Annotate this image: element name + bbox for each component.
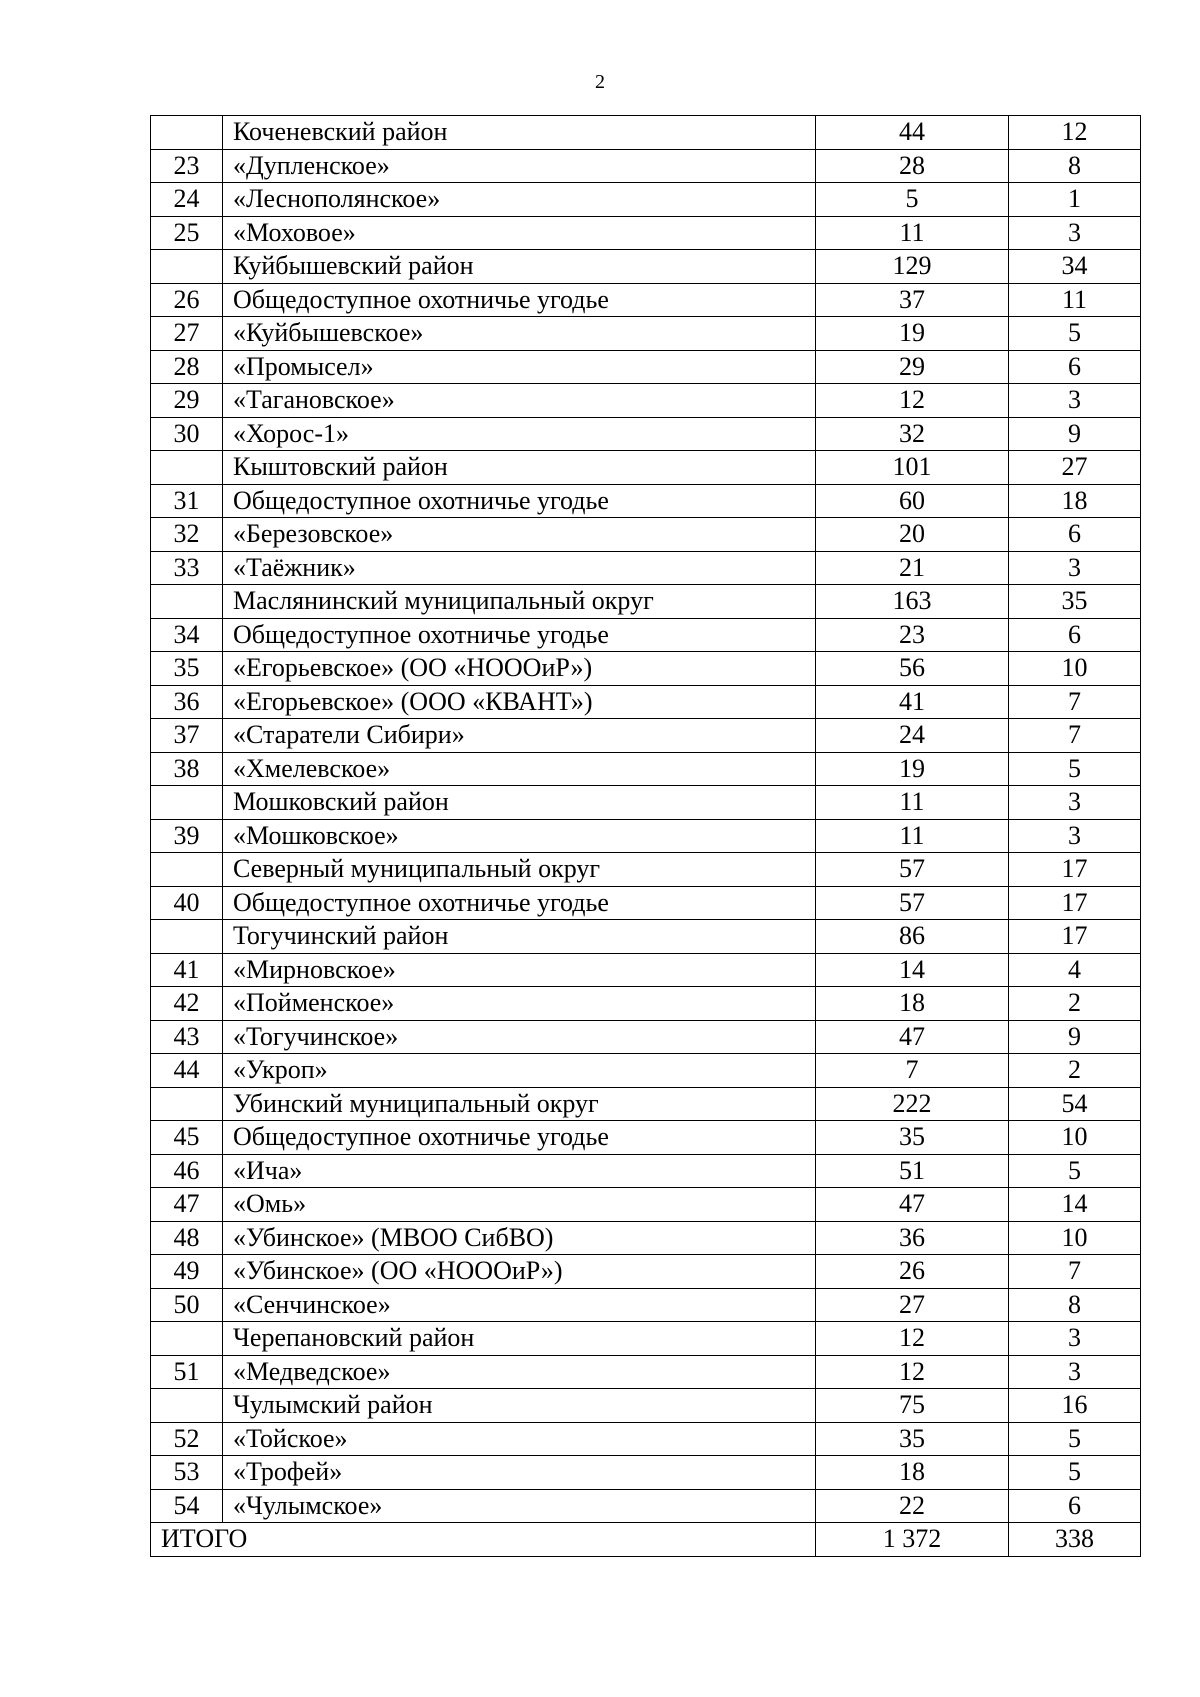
row-value-1: 47 (816, 1020, 1009, 1054)
row-value-2: 17 (1009, 853, 1141, 887)
row-name: Черепановский район (223, 1322, 816, 1356)
row-value-2: 9 (1009, 1020, 1141, 1054)
row-value-1: 47 (816, 1188, 1009, 1222)
row-value-1: 27 (816, 1288, 1009, 1322)
row-number: 47 (151, 1188, 223, 1222)
row-value-2: 3 (1009, 1355, 1141, 1389)
table-row (151, 350, 1141, 384)
row-value-1: 35 (816, 1121, 1009, 1155)
row-name: «Моховое» (223, 216, 816, 250)
table-row (151, 1288, 1141, 1322)
table-row (151, 1221, 1141, 1255)
row-value-1: 60 (816, 484, 1009, 518)
row-name: «Пойменское» (223, 987, 816, 1021)
row-value-1: 163 (816, 585, 1009, 619)
row-value-1: 37 (816, 283, 1009, 317)
row-value-2: 5 (1009, 1456, 1141, 1490)
table-row (151, 1456, 1141, 1490)
row-value-1: 75 (816, 1389, 1009, 1423)
row-value-2: 2 (1009, 1054, 1141, 1088)
row-value-2: 3 (1009, 819, 1141, 853)
district-row (151, 1087, 1141, 1121)
row-number: 27 (151, 317, 223, 351)
row-name: «Тагановское» (223, 384, 816, 418)
row-value-2: 5 (1009, 317, 1141, 351)
row-value-1: 18 (816, 1456, 1009, 1490)
row-value-1: 41 (816, 685, 1009, 719)
row-value-1: 51 (816, 1154, 1009, 1188)
row-value-2: 7 (1009, 685, 1141, 719)
row-name: «Егорьевское» (ОО «НОООиР») (223, 652, 816, 686)
row-number: 31 (151, 484, 223, 518)
row-value-1: 57 (816, 886, 1009, 920)
row-value-2: 17 (1009, 920, 1141, 954)
table-row (151, 551, 1141, 585)
row-number: 44 (151, 1054, 223, 1088)
table-row (151, 283, 1141, 317)
row-name: Общедоступное охотничье угодье (223, 618, 816, 652)
row-value-1: 28 (816, 149, 1009, 183)
table-row (151, 518, 1141, 552)
row-value-2: 8 (1009, 1288, 1141, 1322)
table-row (151, 886, 1141, 920)
row-value-1: 44 (816, 116, 1009, 150)
row-name: Убинский муниципальный округ (223, 1087, 816, 1121)
table-row (151, 216, 1141, 250)
row-number: 37 (151, 719, 223, 753)
row-number: 32 (151, 518, 223, 552)
row-value-2: 54 (1009, 1087, 1141, 1121)
table-row (151, 317, 1141, 351)
row-value-2: 10 (1009, 652, 1141, 686)
row-number: 54 (151, 1489, 223, 1523)
table-row (151, 1188, 1141, 1222)
row-value-1: 11 (816, 216, 1009, 250)
row-value-1: 57 (816, 853, 1009, 887)
row-name: «Укроп» (223, 1054, 816, 1088)
table-row (151, 1020, 1141, 1054)
row-value-2: 8 (1009, 149, 1141, 183)
row-number: 51 (151, 1355, 223, 1389)
row-value-1: 23 (816, 618, 1009, 652)
row-value-1: 18 (816, 987, 1009, 1021)
row-value-1: 26 (816, 1255, 1009, 1289)
row-name: «Куйбышевское» (223, 317, 816, 351)
row-name: «Дупленское» (223, 149, 816, 183)
row-number: 50 (151, 1288, 223, 1322)
row-name: Коченевский район (223, 116, 816, 150)
row-value-1: 101 (816, 451, 1009, 485)
row-value-2: 18 (1009, 484, 1141, 518)
table-row (151, 987, 1141, 1021)
row-value-2: 1 (1009, 183, 1141, 217)
row-name: «Промысел» (223, 350, 816, 384)
row-value-1: 222 (816, 1087, 1009, 1121)
row-value-2: 2 (1009, 987, 1141, 1021)
row-name: Куйбышевский район (223, 250, 816, 284)
row-value-2: 3 (1009, 786, 1141, 820)
row-value-2: 14 (1009, 1188, 1141, 1222)
table-row (151, 953, 1141, 987)
row-name: Северный муниципальный округ (223, 853, 816, 887)
district-row (151, 451, 1141, 485)
table-row (151, 484, 1141, 518)
row-name: «Тойское» (223, 1422, 816, 1456)
row-name: «Хорос-1» (223, 417, 816, 451)
row-number (151, 1087, 223, 1121)
row-value-2: 3 (1009, 551, 1141, 585)
row-value-2: 5 (1009, 1422, 1141, 1456)
total-value-1: 1 372 (816, 1523, 1009, 1557)
row-number: 29 (151, 384, 223, 418)
row-number: 48 (151, 1221, 223, 1255)
row-number: 23 (151, 149, 223, 183)
row-name: Общедоступное охотничье угодье (223, 283, 816, 317)
district-row (151, 920, 1141, 954)
row-value-1: 5 (816, 183, 1009, 217)
row-value-1: 12 (816, 1322, 1009, 1356)
table-row (151, 752, 1141, 786)
row-number: 39 (151, 819, 223, 853)
table-row (151, 1255, 1141, 1289)
row-value-2: 7 (1009, 719, 1141, 753)
row-name: Общедоступное охотничье угодье (223, 886, 816, 920)
total-row (151, 1523, 1141, 1557)
row-number (151, 116, 223, 150)
table-row (151, 652, 1141, 686)
row-name: «Егорьевское» (ООО «КВАНТ») (223, 685, 816, 719)
row-number (151, 920, 223, 954)
row-number: 41 (151, 953, 223, 987)
row-name: «Тогучинское» (223, 1020, 816, 1054)
row-number: 38 (151, 752, 223, 786)
row-name: «Старатели Сибири» (223, 719, 816, 753)
district-row (151, 1389, 1141, 1423)
row-value-1: 86 (816, 920, 1009, 954)
row-number: 52 (151, 1422, 223, 1456)
table-row (151, 1355, 1141, 1389)
row-value-2: 3 (1009, 1322, 1141, 1356)
row-number: 45 (151, 1121, 223, 1155)
row-number: 53 (151, 1456, 223, 1490)
row-name: «Сенчинское» (223, 1288, 816, 1322)
district-row (151, 585, 1141, 619)
district-row (151, 853, 1141, 887)
row-value-1: 14 (816, 953, 1009, 987)
page-number: 2 (595, 71, 605, 93)
row-value-2: 6 (1009, 350, 1141, 384)
row-number (151, 250, 223, 284)
row-name: Общедоступное охотничье угодье (223, 484, 816, 518)
row-value-2: 3 (1009, 216, 1141, 250)
row-value-2: 12 (1009, 116, 1141, 150)
table-row (151, 417, 1141, 451)
district-row (151, 250, 1141, 284)
row-value-2: 10 (1009, 1221, 1141, 1255)
table-row (151, 618, 1141, 652)
row-value-2: 6 (1009, 618, 1141, 652)
row-value-1: 36 (816, 1221, 1009, 1255)
row-number: 46 (151, 1154, 223, 1188)
row-value-1: 11 (816, 819, 1009, 853)
total-value-2: 338 (1009, 1523, 1141, 1557)
row-value-2: 27 (1009, 451, 1141, 485)
row-value-1: 56 (816, 652, 1009, 686)
row-number (151, 786, 223, 820)
row-name: «Ича» (223, 1154, 816, 1188)
row-name: «Таёжник» (223, 551, 816, 585)
row-name: «Чулымское» (223, 1489, 816, 1523)
row-name: «Леснополянское» (223, 183, 816, 217)
row-value-2: 35 (1009, 585, 1141, 619)
row-value-2: 4 (1009, 953, 1141, 987)
row-value-1: 19 (816, 317, 1009, 351)
row-number (151, 1322, 223, 1356)
row-number: 49 (151, 1255, 223, 1289)
row-number (151, 853, 223, 887)
row-name: «Медведское» (223, 1355, 816, 1389)
row-value-2: 6 (1009, 518, 1141, 552)
row-value-2: 5 (1009, 1154, 1141, 1188)
row-value-1: 24 (816, 719, 1009, 753)
row-value-2: 17 (1009, 886, 1141, 920)
total-label: ИТОГО (151, 1523, 816, 1557)
row-value-2: 34 (1009, 250, 1141, 284)
row-name: Чулымский район (223, 1389, 816, 1423)
row-number: 42 (151, 987, 223, 1021)
row-value-2: 6 (1009, 1489, 1141, 1523)
row-value-2: 7 (1009, 1255, 1141, 1289)
row-number: 35 (151, 652, 223, 686)
row-value-2: 9 (1009, 417, 1141, 451)
row-name: «Убинское» (ОО «НОООиР») (223, 1255, 816, 1289)
row-name: «Березовское» (223, 518, 816, 552)
row-number: 25 (151, 216, 223, 250)
row-name: Общедоступное охотничье угодье (223, 1121, 816, 1155)
row-number: 43 (151, 1020, 223, 1054)
row-value-2: 5 (1009, 752, 1141, 786)
row-name: «Омь» (223, 1188, 816, 1222)
table-row (151, 685, 1141, 719)
table-row (151, 819, 1141, 853)
row-value-1: 129 (816, 250, 1009, 284)
row-number (151, 585, 223, 619)
row-name: «Мирновское» (223, 953, 816, 987)
row-number: 36 (151, 685, 223, 719)
row-name: «Мошковское» (223, 819, 816, 853)
row-value-1: 20 (816, 518, 1009, 552)
row-name: Кыштовский район (223, 451, 816, 485)
row-value-1: 21 (816, 551, 1009, 585)
data-table (150, 115, 1141, 1557)
row-number (151, 451, 223, 485)
district-row (151, 1322, 1141, 1356)
row-number: 28 (151, 350, 223, 384)
row-value-2: 16 (1009, 1389, 1141, 1423)
row-name: Маслянинский муниципальный округ (223, 585, 816, 619)
row-value-1: 7 (816, 1054, 1009, 1088)
row-name: «Убинское» (МВОО СибВО) (223, 1221, 816, 1255)
row-number: 33 (151, 551, 223, 585)
table-row (151, 1054, 1141, 1088)
table-row (151, 1154, 1141, 1188)
row-value-1: 19 (816, 752, 1009, 786)
row-number: 30 (151, 417, 223, 451)
row-value-1: 12 (816, 384, 1009, 418)
row-name: Мошковский район (223, 786, 816, 820)
table-row (151, 384, 1141, 418)
row-value-1: 12 (816, 1355, 1009, 1389)
row-name: «Хмелевское» (223, 752, 816, 786)
table-row (151, 719, 1141, 753)
table-row (151, 1121, 1141, 1155)
row-value-2: 3 (1009, 384, 1141, 418)
row-number: 26 (151, 283, 223, 317)
table-row (151, 1489, 1141, 1523)
table-row (151, 183, 1141, 217)
table-row (151, 149, 1141, 183)
row-value-1: 32 (816, 417, 1009, 451)
row-name: Тогучинский район (223, 920, 816, 954)
row-value-1: 22 (816, 1489, 1009, 1523)
row-value-2: 10 (1009, 1121, 1141, 1155)
row-name: «Трофей» (223, 1456, 816, 1490)
row-number: 40 (151, 886, 223, 920)
row-value-1: 35 (816, 1422, 1009, 1456)
row-number: 34 (151, 618, 223, 652)
district-row (151, 116, 1141, 150)
row-value-1: 11 (816, 786, 1009, 820)
district-row (151, 786, 1141, 820)
table-body (151, 116, 1141, 1523)
row-number: 24 (151, 183, 223, 217)
row-value-1: 29 (816, 350, 1009, 384)
row-number (151, 1389, 223, 1423)
table-row (151, 1422, 1141, 1456)
row-value-2: 11 (1009, 283, 1141, 317)
